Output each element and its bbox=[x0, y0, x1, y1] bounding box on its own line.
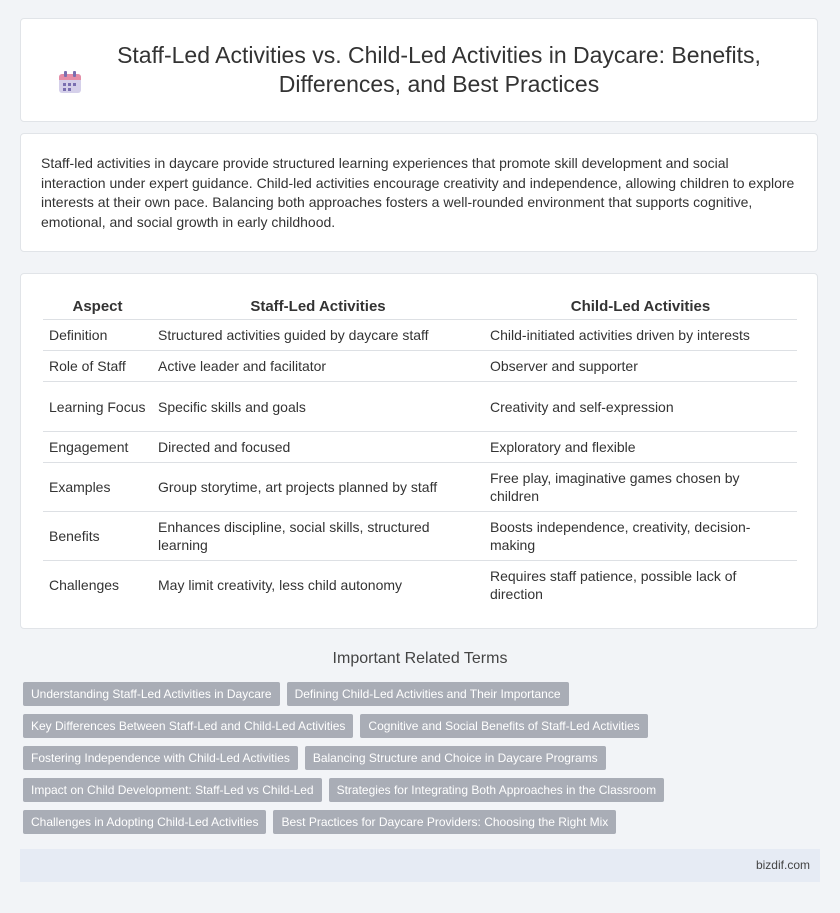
aspect-cell: Role of Staff bbox=[43, 351, 152, 382]
header-child-led: Child-Led Activities bbox=[570, 298, 711, 315]
child-led-cell: Child-initiated activities driven by interests bbox=[484, 320, 797, 351]
table-row bbox=[43, 351, 797, 382]
table-row bbox=[43, 432, 797, 463]
table-row bbox=[43, 512, 797, 561]
child-led-cell: Boosts independence, creativity, decision-making bbox=[484, 512, 797, 561]
aspect-cell: Examples bbox=[43, 463, 152, 512]
related-term-tag[interactable]: Balancing Structure and Choice in Daycare Programs bbox=[305, 746, 606, 770]
child-led-cell: Exploratory and flexible bbox=[484, 432, 797, 463]
footer bbox=[20, 849, 820, 882]
table-row bbox=[43, 463, 797, 512]
aspect-cell: Learning Focus bbox=[43, 382, 152, 432]
staff-led-cell: Structured activities guided by daycare staff bbox=[152, 320, 484, 351]
comparison-table-card bbox=[20, 273, 818, 629]
aspect-cell: Engagement bbox=[43, 432, 152, 463]
intro-text: Staff-led activities in daycare provide structured learning experiences that promote skill development and social interaction under expert guidance. Child-led activities encourage creativity and independence, allowing children to explore interests at their own pace. Balancing both approaches fosters a well-rounded environment that supports cognitive, emotional, and social growth in early childhood. bbox=[41, 155, 795, 230]
staff-led-cell: Directed and focused bbox=[152, 432, 484, 463]
related-term-tag[interactable]: Best Practices for Daycare Providers: Choosing the Right Mix bbox=[273, 810, 616, 834]
related-term-tag[interactable]: Fostering Independence with Child-Led Activities bbox=[23, 746, 298, 770]
related-term-tag[interactable]: Cognitive and Social Benefits of Staff-Led Activities bbox=[360, 714, 647, 738]
aspect-cell: Challenges bbox=[43, 561, 152, 610]
header-card bbox=[20, 18, 818, 122]
table-row bbox=[43, 320, 797, 351]
child-led-cell: Creativity and self-expression bbox=[484, 382, 797, 432]
child-led-cell: Requires staff patience, possible lack of direction bbox=[484, 561, 797, 610]
related-terms-title: Important Related Terms bbox=[332, 650, 508, 667]
child-led-cell: Free play, imaginative games chosen by children bbox=[484, 463, 797, 512]
page-title: Staff-Led Activities vs. Child-Led Activities in Daycare: Benefits, Differences, and Best Practices bbox=[117, 42, 761, 97]
header-staff-led: Staff-Led Activities bbox=[250, 298, 386, 315]
staff-led-cell: Specific skills and goals bbox=[152, 382, 484, 432]
table-row bbox=[43, 561, 797, 610]
table-row bbox=[43, 382, 797, 432]
related-term-tag[interactable]: Key Differences Between Staff-Led and Child-Led Activities bbox=[23, 714, 353, 738]
aspect-cell: Benefits bbox=[43, 512, 152, 561]
child-led-cell: Observer and supporter bbox=[484, 351, 797, 382]
calendar-icon bbox=[59, 71, 81, 93]
header-aspect: Aspect bbox=[72, 298, 123, 315]
related-term-tag[interactable]: Strategies for Integrating Both Approaches in the Classroom bbox=[329, 778, 665, 802]
related-term-tag[interactable]: Defining Child-Led Activities and Their Importance bbox=[287, 682, 569, 706]
aspect-cell: Definition bbox=[43, 320, 152, 351]
related-terms-list bbox=[23, 682, 813, 842]
comparison-table bbox=[43, 292, 797, 610]
related-term-tag[interactable]: Understanding Staff-Led Activities in Daycare bbox=[23, 682, 280, 706]
staff-led-cell: Enhances discipline, social skills, structured learning bbox=[152, 512, 484, 561]
intro-card bbox=[20, 133, 818, 252]
related-term-tag[interactable]: Impact on Child Development: Staff-Led vs Child-Led bbox=[23, 778, 322, 802]
related-term-tag[interactable]: Challenges in Adopting Child-Led Activities bbox=[23, 810, 266, 834]
footer-site-link[interactable]: bizdif.com bbox=[755, 858, 810, 872]
staff-led-cell: May limit creativity, less child autonomy bbox=[152, 561, 484, 610]
table-header-row bbox=[43, 292, 797, 320]
staff-led-cell: Active leader and facilitator bbox=[152, 351, 484, 382]
staff-led-cell: Group storytime, art projects planned by staff bbox=[152, 463, 484, 512]
